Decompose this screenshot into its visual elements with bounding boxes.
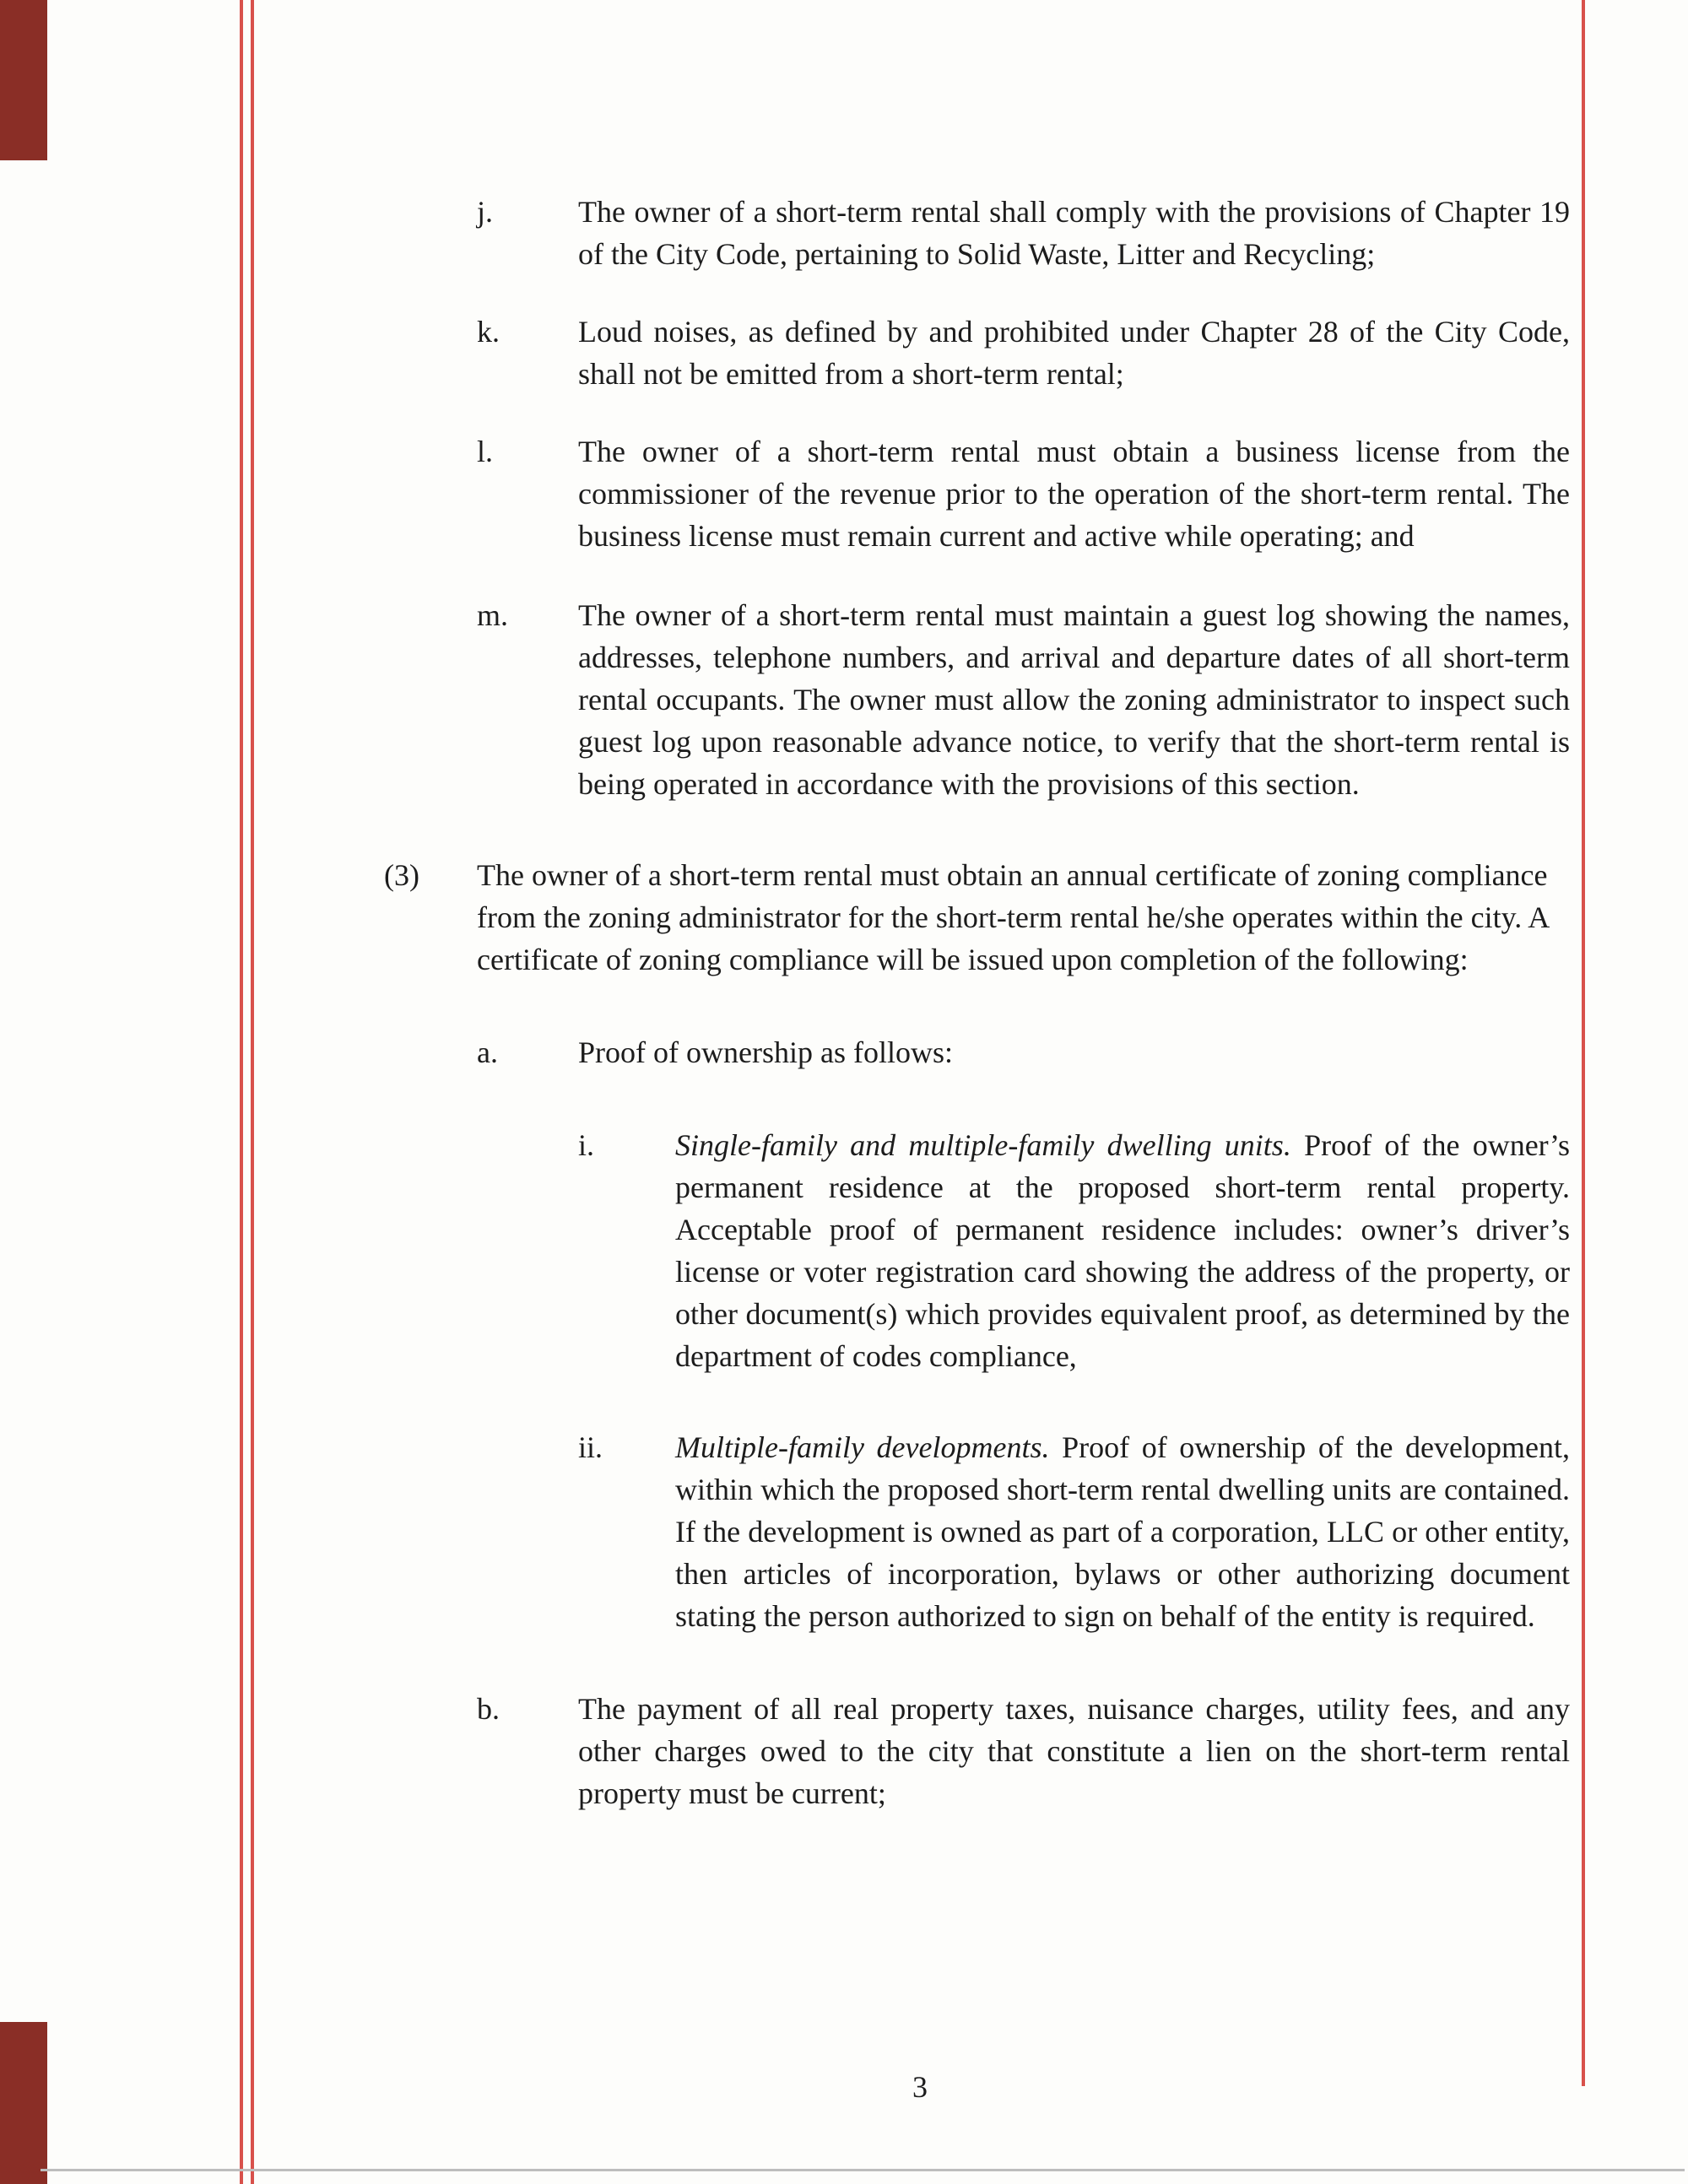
list-item-a <box>477 1031 1570 1073</box>
item-marker: i. <box>578 1128 595 1162</box>
item-marker: k. <box>477 315 500 349</box>
item-marker: m. <box>477 598 509 632</box>
item-marker: ii. <box>578 1430 603 1464</box>
list-item-3 <box>384 854 1570 981</box>
item-marker: (3) <box>384 858 419 892</box>
item-text: The owner of a short-term rental shall comply with the provisions of Chapter 19 of the City Code, pertaining to Solid Waste, Litter and Recycling; <box>578 195 1570 271</box>
item-marker: b. <box>477 1692 500 1726</box>
item-marker: l. <box>477 435 494 468</box>
item-text: The payment of all real property taxes, nuisance charges, utility fees, and any other charges owed to the city that constitute a lien on the short-term rental property must be current; <box>578 1692 1570 1810</box>
item-text: The owner of a short-term rental must obtain a business license from the commissioner of the revenue prior to the operation of the short-term rental. The business license must remain current and active while operating; and <box>578 435 1570 553</box>
list-item-ii <box>578 1426 1570 1637</box>
list-item-j <box>477 191 1570 275</box>
item-text-rest: Proof of the owner’s permanent residence at the proposed short-term rental property. Acceptable proof of permanent residence includes: owner’s driver’s license or voter registration card showing the address of the property, or other document(s) which provides equivalent proof, as determined by the department of codes compliance, <box>675 1128 1571 1373</box>
item-text: The owner of a short-term rental must maintain a guest log showing the names, addresses, telephone numbers, and arrival and departure dates of all short-term rental occupants. The owner must allow the zoning administrator to inspect such guest log upon reasonable advance notice, to verify that the short-term rental is being operated in accordance with the provisions of this section. <box>578 598 1570 801</box>
scan-artifact-top-left <box>0 0 47 160</box>
bottom-scan-edge <box>41 2169 1685 2171</box>
italic-lead: Single-family and multiple-family dwelling units. <box>675 1128 1291 1162</box>
item-marker: a. <box>477 1035 498 1069</box>
item-text: Loud noises, as defined by and prohibited under Chapter 28 of the City Code, shall not be emitted from a short-term rental; <box>578 315 1570 391</box>
item-text: Proof of ownership as follows: <box>578 1035 953 1069</box>
scan-artifact-bottom-left <box>0 2022 47 2184</box>
right-margin-rule <box>1582 0 1585 2086</box>
item-text-rest: Proof of ownership of the development, within which the proposed short-term rental dwelling units are contained. If the development is owned as part of a corporation, LLC or other entity, then articles of incorporation, bylaws or other authorizing document stating the person authorized to sign on behalf of the entity is required. <box>675 1430 1571 1633</box>
list-item-m <box>477 594 1570 805</box>
list-item-i <box>578 1124 1570 1377</box>
list-item-l <box>477 430 1570 557</box>
left-margin-rule-inner <box>251 0 254 2184</box>
italic-lead: Multiple-family developments. <box>675 1430 1050 1464</box>
item-marker: j. <box>477 195 494 229</box>
item-text <box>675 1426 1570 1637</box>
left-margin-rule-outer <box>240 0 243 2184</box>
item-text <box>675 1124 1570 1377</box>
item-text: The owner of a short-term rental must obtain an annual certificate of zoning compliance from the zoning administrator for the short-term rental he/she operates within the city. A certificate of zoning compliance will be issued upon completion of the following: <box>477 858 1549 976</box>
page-number: 3 <box>912 2070 928 2104</box>
list-item-b <box>477 1688 1570 1814</box>
document-content <box>384 191 1570 1814</box>
list-item-k <box>477 311 1570 395</box>
